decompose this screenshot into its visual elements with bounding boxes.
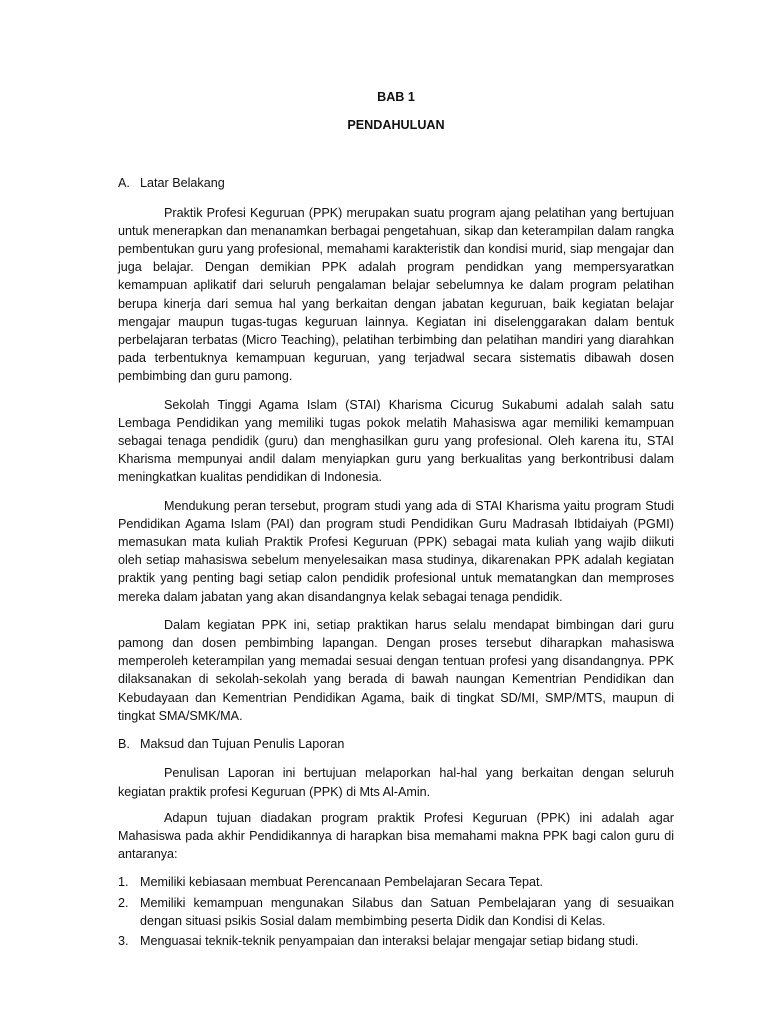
section-a-heading bbox=[118, 174, 674, 192]
list-text: Menguasai teknik-teknik penyampaian dan interaksi belajar mengajar setiap bidang studi. bbox=[140, 933, 639, 948]
list-text: Memiliki kemampuan mengunakan Silabus dan Satuan Pembelajaran yang di sesuaikan dengan situasi psikis Sosial dalam membimbing peserta Didik dan Kondisi di Kelas. bbox=[140, 895, 674, 928]
chapter-title: PENDAHULUAN bbox=[347, 118, 445, 133]
list-item bbox=[118, 894, 674, 930]
paragraph: Mendukung peran tersebut, program studi yang ada di STAI Kharisma yaitu program Studi Pendidikan Agama Islam (PAI) dan program studi Pendidikan Guru Madrasah Ibtidaiyah (PGMI) memasukan mata kuliah Praktik Profesi Keguruan (PPK) sebagai mata kuliah yang wajib diikuti oleh setiap mahasiswa sebelum menyelesaikan masa studinya, dikarenakan PPK adalah kegiatan praktik yang penting bagi setiap calon pendidik profesional untuk mematangkan dan memproses mereka dalam jabatan yang akan disandangnya kelak sebagai tenaga pendidik. bbox=[118, 498, 674, 604]
paragraph: Dalam kegiatan PPK ini, setiap praktikan harus selalu mendapat bimbingan dari guru pamong dan dosen pembimbing lapangan. Dengan proses tersebut diharapkan mahasiswa memperoleh keterampilan yang memadai sesuai dengan tentuan profesi yang disandangnya. PPK dilaksanakan di sekolah-sekolah yang berada di bawah naungan Kementrian Pendidikan dan Kebudayaan dan Kementrian Pendidikan Agama, baik di tingkat SD/MI, SMP/MTS, maupun di tingkat SMA/SMK/MA. bbox=[118, 617, 674, 723]
section-a-number: A. bbox=[118, 176, 130, 191]
list-item bbox=[118, 873, 674, 891]
chapter-number: BAB 1 bbox=[377, 90, 415, 104]
section-a-title: Latar Belakang bbox=[140, 176, 225, 191]
paragraph: Praktik Profesi Keguruan (PPK) merupakan suatu program ajang pelatihan yang bertujuan untuk menerapkan dan menanamkan berbagai pengetahuan, sikap dan keterampilan dalam rangka pembentukan guru yang profesional, memahami karakteristik dan kondisi murid, siap mengajar dan juga belajar. Dengan demikian PPK adalah program pendidkan yang mempersyaratkan kemampuan aplikatif dari seluruh pengalaman belajar sebelumnya ke dalam program pelatihan berupa kinerja dari semua hal yang berkaitan dengan jabatan keguruan, baik kegiatan belajar mengajar maupun tugas-tugas keguruan lainnya. Kegiatan ini diselenggarakan dalam bentuk perbelajaran terbatas (Micro Teaching), pelatihan terbimbing dan pelatihan mandiri yang diarahkan pada terbentuknya kemampuan keguruan, yang terjadwal secara sistematis dibawah dosen pembimbing dan guru pamong. bbox=[118, 205, 674, 384]
paragraph: Penulisan Laporan ini bertujuan melaporkan hal-hal yang berkaitan dengan seluruh kegiatan praktik profesi Keguruan (PPK) di Mts Al-Amin. bbox=[118, 766, 674, 799]
list-text: Memiliki kebiasaan membuat Perencanaan Pembelajaran Secara Tepat. bbox=[140, 875, 543, 890]
objectives-list bbox=[118, 873, 674, 950]
paragraph: Sekolah Tinggi Agama Islam (STAI) Kharisma Cicurug Sukabumi adalah salah satu Lembaga Pendidikan yang memiliki tugas pokok melatih Mahasiswa agar memiliki kemampuan sebagai tenaga pendidik (guru) dan menghasilkan guru yang profesional. Oleh karena itu, STAI Kharisma mempunyai andil dalam menyiapkan guru yang berkualitas yang berkontribusi dalam meningkatkan kualitas pendidikan di Indonesia. bbox=[118, 397, 674, 485]
section-b-heading bbox=[118, 735, 674, 753]
list-number: 3. bbox=[118, 933, 129, 948]
list-number: 2. bbox=[118, 895, 129, 910]
list-item bbox=[118, 932, 674, 950]
list-number: 1. bbox=[118, 875, 129, 890]
paragraph: Adapun tujuan diadakan program praktik Profesi Keguruan (PPK) ini adalah agar Mahasiswa pada akhir Pendidikannya di harapkan bisa memahami makna PPK bagi calon guru di antaranya: bbox=[118, 810, 674, 862]
section-b-title: Maksud dan Tujuan Penulis Laporan bbox=[140, 737, 345, 752]
section-b-number: B. bbox=[118, 737, 130, 752]
